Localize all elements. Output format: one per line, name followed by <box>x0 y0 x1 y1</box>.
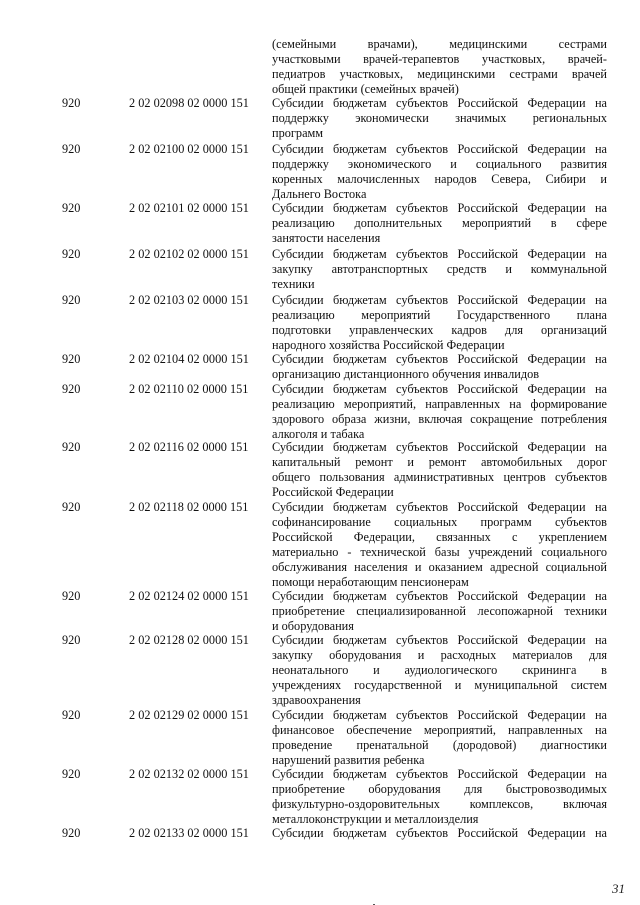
description-line: общего пользования административных центров субъектов <box>272 470 607 484</box>
admin-code: 920 <box>62 589 81 603</box>
admin-code: 920 <box>62 201 81 215</box>
admin-code: 920 <box>62 633 81 647</box>
budget-code: 2 02 02133 02 0000 151 <box>129 826 249 840</box>
description-line: закупку оборудования и расходных материалов для <box>272 648 607 662</box>
description-line: алкоголя и табака <box>272 427 365 441</box>
admin-code: 920 <box>62 293 81 307</box>
description-line: металлоконструкции и металлоизделия <box>272 812 479 826</box>
description-line: организацию дистанционного обучения инвалидов <box>272 367 540 381</box>
description <box>272 382 607 442</box>
description-line: Субсидии бюджетам субъектов Российской Федерации на <box>272 500 607 514</box>
description <box>272 293 607 353</box>
admin-code: 920 <box>62 142 81 156</box>
admin-code: 920 <box>62 708 81 722</box>
description-line: Субсидии бюджетам субъектов Российской Федерации на <box>272 633 607 647</box>
admin-code: 920 <box>62 440 81 454</box>
description <box>272 826 607 841</box>
description-line: Дальнего Востока <box>272 187 367 201</box>
budget-code: 2 02 02132 02 0000 151 <box>129 767 249 781</box>
budget-code: 2 02 02101 02 0000 151 <box>129 201 249 215</box>
description-line: неонатального и аудиологического скрининга в <box>272 663 607 677</box>
description-line: Субсидии бюджетам субъектов Российской Федерации на <box>272 96 607 110</box>
admin-code: 920 <box>62 382 81 396</box>
description <box>272 589 607 634</box>
description-line: поддержку экономически значимых региональных <box>272 111 607 125</box>
description <box>272 500 607 590</box>
description-line: Субсидии бюджетам субъектов Российской Федерации на <box>272 826 607 840</box>
admin-code: 920 <box>62 500 81 514</box>
budget-code: 2 02 02104 02 0000 151 <box>129 352 249 366</box>
description-line: занятости населения <box>272 231 381 245</box>
description-line: Российской Федерации, связанных с укреплением <box>272 530 607 544</box>
description-line: материально - технической базы учреждений социального <box>272 545 607 559</box>
description-line: общей практики (семейных врачей) <box>272 82 459 96</box>
description-line: Субсидии бюджетам субъектов Российской Федерации на <box>272 382 607 396</box>
description-line: Субсидии бюджетам субъектов Российской Федерации на <box>272 201 607 215</box>
budget-code: 2 02 02100 02 0000 151 <box>129 142 249 156</box>
description-line: Субсидии бюджетам субъектов Российской Федерации на <box>272 142 607 156</box>
description-line: финансовое обеспечение мероприятий, направленных на <box>272 723 607 737</box>
description-line: учреждениях государственной и муниципальной систем <box>272 678 607 692</box>
description-line: здравоохранения <box>272 693 361 707</box>
description-line: здорового образа жизни, включая сокращение потребления <box>272 412 607 426</box>
description-line: обслуживания населения и оказанием адресной социальной <box>272 560 607 574</box>
description-line: техники <box>272 277 315 291</box>
description-line: Субсидии бюджетам субъектов Российской Федерации на <box>272 767 607 781</box>
admin-code: 920 <box>62 247 81 261</box>
description-line: и оборудования <box>272 619 354 633</box>
description-line: софинансирование социальных программ субъектов <box>272 515 607 529</box>
description-line: Субсидии бюджетам субъектов Российской Федерации на <box>272 247 607 261</box>
description-line: реализацию дополнительных мероприятий в сфере <box>272 216 607 230</box>
description-line: подготовки управленческих кадров для организаций <box>272 323 607 337</box>
description-line: Российской Федерации <box>272 485 394 499</box>
budget-code: 2 02 02102 02 0000 151 <box>129 247 249 261</box>
description-line: педиатров участковых, медицинскими сестрами врачей <box>272 67 607 81</box>
description-line: программ <box>272 126 324 140</box>
description-line: народного хозяйства Российской Федерации <box>272 338 505 352</box>
description-line: капитальный ремонт и ремонт автомобильных дорог <box>272 455 607 469</box>
description-line: реализацию мероприятий Государственного плана <box>272 308 607 322</box>
budget-code: 2 02 02129 02 0000 151 <box>129 708 249 722</box>
description-line: участковыми врачей-терапевтов участковых, врачей- <box>272 52 607 66</box>
description-line: приобретение оборудования для быстровозводимых <box>272 782 607 796</box>
description-line: реализацию мероприятий, направленных на формирование <box>272 397 607 411</box>
description-line: Субсидии бюджетам субъектов Российской Федерации на <box>272 589 607 603</box>
budget-code: 2 02 02098 02 0000 151 <box>129 96 249 110</box>
admin-code: 920 <box>62 96 81 110</box>
description <box>272 708 607 768</box>
description <box>272 37 607 97</box>
budget-code: 2 02 02116 02 0000 151 <box>129 440 249 454</box>
description-line: проведение пренатальной (дородовой) диагностики <box>272 738 607 752</box>
description-line: Субсидии бюджетам субъектов Российской Федерации на <box>272 352 607 366</box>
description-line: Субсидии бюджетам субъектов Российской Федерации на <box>272 708 607 722</box>
description-line: (семейными врачами), медицинскими сестрами <box>272 37 607 51</box>
description-line: коренных малочисленных народов Севера, Сибири и <box>272 172 607 186</box>
description-line: помощи неработающим пенсионерам <box>272 575 469 589</box>
description-line: Субсидии бюджетам субъектов Российской Федерации на <box>272 440 607 454</box>
budget-code: 2 02 02128 02 0000 151 <box>129 633 249 647</box>
description <box>272 440 607 500</box>
description <box>272 201 607 246</box>
description-line: Субсидии бюджетам субъектов Российской Федерации на <box>272 293 607 307</box>
description-line: приобретение специализированной лесопожарной техники <box>272 604 607 618</box>
admin-code: 920 <box>62 352 81 366</box>
budget-code: 2 02 02124 02 0000 151 <box>129 589 249 603</box>
budget-code: 2 02 02118 02 0000 151 <box>129 500 249 514</box>
budget-code: 2 02 02110 02 0000 151 <box>129 382 249 396</box>
admin-code: 920 <box>62 826 81 840</box>
description <box>272 633 607 708</box>
description <box>272 352 607 382</box>
page-number: 31 <box>612 881 625 896</box>
description <box>272 767 607 827</box>
description-line: физкультурно-оздоровительных комплексов, включая <box>272 797 607 811</box>
description-line: нарушений развития ребенка <box>272 753 425 767</box>
description <box>272 96 607 141</box>
description <box>272 142 607 202</box>
admin-code: 920 <box>62 767 81 781</box>
budget-code: 2 02 02103 02 0000 151 <box>129 293 249 307</box>
description-line: поддержку экономического и социального развития <box>272 157 607 171</box>
description <box>272 247 607 292</box>
description-line: закупку автотранспортных средств и коммунальной <box>272 262 607 276</box>
